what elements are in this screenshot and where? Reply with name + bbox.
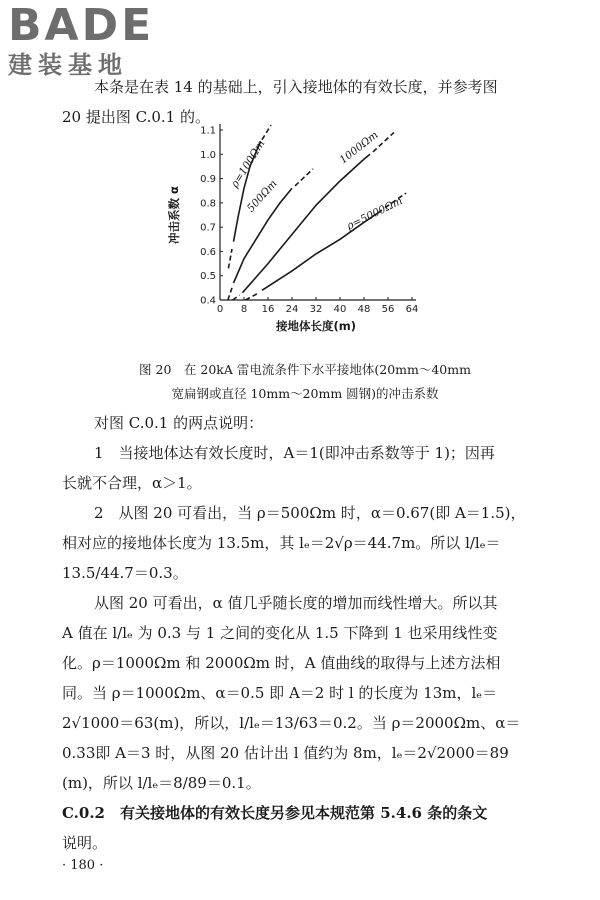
y-axis-title: 冲击系数 α [167,186,181,244]
logo [8,0,155,80]
note1-line-2: 长就不合理，α＞1。 [62,474,202,492]
note1-line-1: 1 当接地体达有效长度时，A＝1(即冲击系数等于 1)；因再 [94,444,495,462]
figure-caption-line-2: 宽扁钢或直径 10mm～20mm 圆钢)的冲击系数 [171,386,439,401]
y-tick-label: 0.7 [200,222,216,234]
y-tick-label: 0.6 [200,246,216,258]
note2-line-2: 相对应的接地体长度为 13.5m，其 lₑ＝2√ρ＝44.7m。所以 l/lₑ＝ [62,534,501,552]
x-tick-label: 48 [357,304,371,315]
page-number: · 180 · [62,858,104,873]
series-line-dashed-start [228,288,232,300]
para3-line-1: 从图 20 可看出，α 值几乎随长度的增加而线性增大。所以其 [94,594,498,612]
x-tick-label: 0 [216,304,224,315]
series-label: ρ=100Ωm [228,137,268,190]
y-tick-label: 0.8 [200,198,216,210]
y-tick-label: 1.0 [200,149,216,161]
figure-caption-line-1: 图 20 在 20kA 雷电流条件下水平接地体(20mm～40mm [139,362,471,377]
x-tick-label: 16 [261,304,275,315]
x-tick-label: 40 [333,304,347,315]
x-tick-label: 56 [381,304,395,315]
series-line-dashed-start [233,295,240,300]
x-axis-title: 接地体长度(m) [276,319,356,333]
c02-line-1: C.0.2 有关接地体的有效长度另参见本规范第 5.4.6 条的条文 [62,804,488,822]
para3-line-6: 0.33即 A＝3 时，从图 20 估计出 l 值约为 8m，lₑ＝2√2000＝89 [62,744,509,762]
series-label: 1000Ωm [337,128,381,167]
x-tick-label: 24 [285,304,299,315]
para3-line-7: (m)，所以 l/lₑ＝8/89＝0.1。 [62,774,261,792]
series-label: ρ=5000Ωm [345,195,405,233]
y-tick-label: 0.5 [200,271,216,283]
para3-line-4: 同。当 ρ＝1000Ωm、α＝0.5 即 A＝2 时 l 的长度为 13m，lₑ＝ [62,684,498,702]
intro-line-2: 20 提出图 C.0.1 的。 [62,108,210,126]
x-tick-label: 64 [405,304,419,315]
y-tick-label: 1.1 [200,125,216,137]
x-tick-label: 32 [309,304,323,315]
note2-line-3: 13.5/44.7＝0.3。 [62,564,188,582]
series-line-dashed-end [295,169,313,186]
series-line-dashed-start [246,293,260,300]
para3-line-3: 化。ρ＝1000Ωm 和 2000Ωm 时，A 值曲线的取得与上述方法相 [62,654,501,672]
logo-brand: BADE [8,0,155,51]
series-line-dashed-start [228,249,232,268]
c02-line-2: 说明。 [62,834,108,852]
note2-line-1: 2 从图 20 可看出，当 ρ＝500Ωm 时，α＝0.67(即 A＝1.5)， [94,504,526,522]
notes-title: 对图 C.0.1 的两点说明： [94,414,264,432]
para3-line-2: A 值在 l/lₑ 为 0.3 与 1 之间的变化从 1.5 下降到 1 也采用线性变 [62,624,498,642]
chart-ticks [200,126,418,316]
logo-chinese: 建装基地 [8,51,128,79]
para3-line-5: 2√1000＝63(m)，所以，l/lₑ＝13/63＝0.2。当 ρ＝2000Ωm、α＝ [62,714,521,732]
series-line-dashed-end [262,125,271,140]
intro-line-1: 本条是在表 14 的基础上，引入接地体的有效长度，并参考图 [94,78,498,96]
y-tick-label: 0.4 [200,295,216,307]
x-tick-label: 8 [240,304,248,315]
series-label: 500Ωm [244,177,280,215]
impulse-coefficient-chart [150,118,450,343]
y-tick-label: 0.9 [200,174,216,186]
